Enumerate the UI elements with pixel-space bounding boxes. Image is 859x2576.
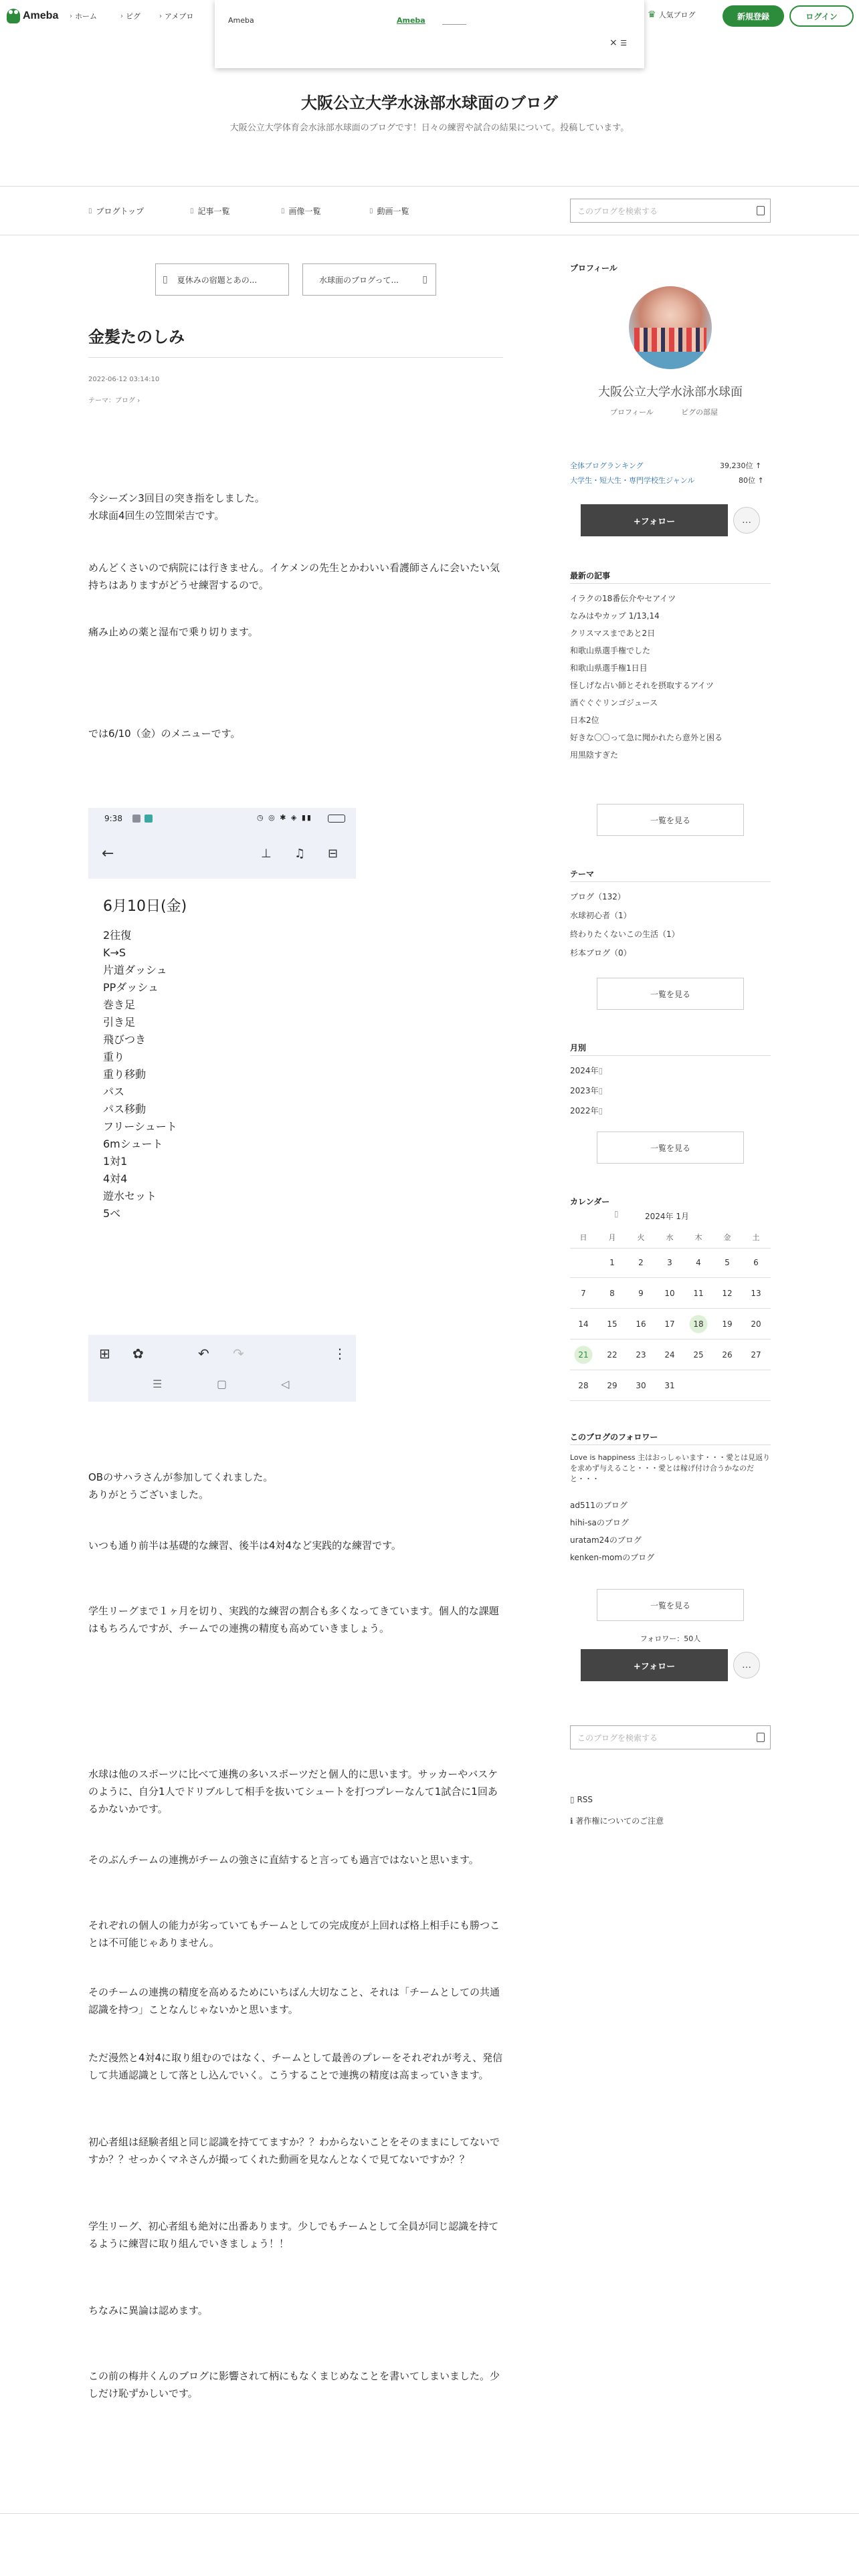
nav-pigg[interactable] [120, 11, 140, 21]
app-notification-icon [145, 815, 153, 823]
theme-see-all-button[interactable]: 一覧を見る [597, 978, 744, 1010]
calendar-row-divider [570, 1248, 771, 1249]
redo-icon: ↷ [233, 1346, 244, 1362]
chevron-right-icon: › [120, 12, 123, 20]
calendar-day[interactable]: 18 [685, 1312, 712, 1336]
nav-home-label: ホーム [75, 12, 97, 21]
calendar-day[interactable]: 24 [664, 1350, 675, 1360]
paragraph: ちなみに異論は認めます。 [88, 2304, 208, 2317]
nav-ameblo-label: アメブロ [165, 12, 194, 21]
recent-article-link[interactable]: 怪しげな占い師とそれを摂取するアイツ [570, 681, 714, 690]
pigg-room-link[interactable]: ピグの部屋 [681, 408, 718, 417]
phone-date-heading: 6月10日(金) [103, 898, 187, 915]
calendar-empty-cell [570, 1251, 597, 1275]
menu-item: 5ベ [103, 1207, 121, 1220]
month-link[interactable] [570, 1105, 603, 1116]
paragraph: 水球は他のスポーツに比べて連携の多いスポーツだと個人的に思います。サッカーやバスケのように、自分1人でドリブルして相手を抜いてシュートを打つプレーなんて1試合に1回あるかないかです。 [88, 1768, 498, 1815]
calendar-day[interactable]: 27 [751, 1350, 761, 1360]
menu-item: フリーシュート [103, 1120, 177, 1133]
battery-icon [328, 815, 345, 823]
menu-screenshot-image[interactable] [88, 808, 356, 1402]
nav-image-list[interactable] [281, 205, 321, 217]
month-link[interactable] [570, 1065, 603, 1076]
recent-article-link[interactable]: 和歌山県選手権でした [570, 646, 651, 655]
search-placeholder: このブログを検索する [577, 206, 658, 216]
expand-icon: ▯ [598, 1106, 603, 1115]
month-divider [570, 1055, 771, 1056]
ad-close-button[interactable] [609, 37, 627, 48]
phone-time: 9:38 [104, 814, 122, 823]
article-theme-label: テーマ：ブログ [88, 397, 135, 405]
calendar-empty-cell [743, 1374, 769, 1398]
chevron-right-icon: › [159, 12, 162, 20]
copyright-notice-link[interactable] [570, 1815, 664, 1826]
profile-name[interactable]: 大阪公立大学水泳部水球面 [598, 385, 743, 399]
follower-link[interactable]: uratam24のブログ [570, 1535, 642, 1545]
recent-article-link[interactable]: クリスマスまであと2日 [570, 629, 656, 638]
menu-item: 1対1 [103, 1155, 128, 1168]
calendar-day[interactable]: 22 [607, 1350, 617, 1360]
profile-link[interactable]: プロフィール [610, 408, 654, 417]
calendar-day[interactable]: 13 [751, 1289, 761, 1298]
menu-item: PPダッシュ [103, 981, 159, 994]
calendar-day[interactable]: 14 [578, 1319, 589, 1329]
rss-label: RSS [577, 1795, 593, 1804]
paragraph: そのチームの連携の精度を高めるためにいちばん大切なこと、それは「チームとしての共通認識を持つ」ことなんじゃないかと思います。 [88, 1986, 500, 2016]
popular-blog-label: 人気ブログ [658, 11, 696, 19]
weekday-label: 土 [752, 1233, 760, 1242]
calendar-day[interactable]: 7 [581, 1289, 586, 1298]
calendar-day[interactable]: 10 [664, 1289, 675, 1298]
calendar-day[interactable]: 17 [664, 1319, 675, 1329]
search-icon[interactable] [757, 206, 765, 215]
up-arrow-icon: ↑ [755, 461, 762, 470]
follower-link[interactable]: Love is happiness 主はおっしゃいます・・・愛とは見返りを求めず与えること・・・愛とは稼げ付け合うかなのだと・・・ [570, 1453, 771, 1483]
menu-item: 6mシュート [103, 1138, 163, 1150]
blog-search-input[interactable] [570, 199, 771, 223]
crown-icon: ♛ [648, 9, 656, 20]
recent-article-link[interactable]: 和歌山県選手権1日目 [570, 663, 648, 673]
more-options-button-bottom[interactable] [733, 1652, 760, 1679]
bell-icon: ♫ [294, 847, 306, 861]
month-label: 2023年 [570, 1086, 599, 1095]
calendar-day[interactable]: 11 [693, 1289, 704, 1298]
nav-pigg-label: ピグ [126, 12, 140, 21]
search-placeholder: このブログを検索する [577, 1733, 658, 1743]
expand-icon: ▯ [598, 1066, 603, 1075]
article-date: 2022-06-12 03:14:10 [88, 376, 160, 383]
nav-ameblo[interactable] [159, 11, 193, 21]
phone-status-bar [88, 808, 356, 831]
recent-article-link[interactable]: 用黒陰すぎた [570, 750, 619, 760]
followers-heading: このブログのフォロワー [570, 1432, 658, 1442]
calendar-empty-cell [685, 1374, 712, 1398]
blog-title[interactable]: 大阪公立大学水泳部水球面のブログ [301, 94, 558, 112]
menu-item: パス移動 [103, 1103, 147, 1115]
calendar-day[interactable]: 23 [636, 1350, 646, 1360]
rank-all-value [720, 460, 761, 471]
phone-toolbar [88, 831, 356, 879]
month-link[interactable] [570, 1085, 603, 1096]
month-label: 2022年 [570, 1106, 599, 1115]
calendar-day[interactable]: 29 [607, 1381, 617, 1390]
add-box-icon: ⊞ [99, 1346, 110, 1362]
phone-menu-list [103, 927, 177, 1222]
menu-item: 片道ダッシュ [103, 964, 167, 976]
palette-icon: ✿ [132, 1346, 144, 1362]
menu-item: パス [103, 1085, 125, 1098]
weekday-label: 火 [637, 1233, 645, 1242]
blog-description: 大阪公立大学体育会水泳部水球面のブログです！日々の練習や試合の結果について。投稿しています。 [229, 123, 630, 133]
ad-underline [442, 24, 466, 25]
paragraph: OBのサハラさんが参加してくれました。 ありがとうございました。 [88, 1471, 274, 1501]
follow-button-bottom[interactable]: +フォロー [581, 1649, 728, 1681]
nav-article-list-label: 記事一覧 [197, 207, 230, 216]
calendar-row-divider [570, 1400, 771, 1401]
up-arrow-icon: ↑ [757, 476, 764, 485]
recent-article-link[interactable]: イラクの18番伝介やセアイツ [570, 594, 676, 603]
status-icons: ◷ ◎ ✱ ◈ ▮▮ [257, 813, 312, 822]
menu-item: 2往復 [103, 929, 132, 942]
article-theme[interactable] [88, 395, 140, 405]
weekday-label: 水 [666, 1233, 674, 1242]
calendar-row-divider [570, 1308, 771, 1309]
theme-link[interactable]: 杉本ブログ（0） [570, 948, 632, 958]
ameba-logo[interactable] [7, 7, 60, 25]
ad-popup [215, 0, 644, 68]
calendar-day[interactable]: 4 [696, 1258, 701, 1267]
chevron-right-icon: ▯ [422, 274, 427, 285]
paragraph: それぞれの個人の能力が劣っていてもチームとしての完成度が上回れば格上相手にも勝つことは不可能じゃありません。 [88, 1919, 500, 1949]
more-dots-icon: … [742, 1660, 751, 1671]
search-icon[interactable] [757, 1733, 765, 1742]
paragraph: 痛み止めの薬と湿布で乗り切ります。 [88, 626, 258, 638]
theme-divider [570, 881, 771, 882]
pin-icon: ⊥ [261, 847, 272, 861]
close-icon: × [609, 37, 617, 48]
chevron-right-icon: › [137, 397, 140, 405]
weekday-label: 月 [608, 1233, 616, 1242]
recent-heading: 最新の記事 [570, 571, 611, 580]
recent-see-all-button[interactable]: 一覧を見る [597, 804, 744, 836]
menu-icon: ☰ [620, 39, 628, 47]
menu-item: 重り [103, 1051, 125, 1063]
paragraph: 学生リーグ、初心者組も絶対に出番あります。少しでもチームとして全員が同じ認識を持てるように練習に取り組んでいきましょう！！ [88, 2220, 499, 2250]
article-title[interactable]: 金髪たのしみ [88, 328, 185, 346]
back-arrow-icon: ← [102, 845, 114, 862]
rss-icon: ▯ [570, 1795, 575, 1804]
nav-blog-top[interactable] [88, 205, 144, 217]
calendar-title: 2024年 1月 [645, 1212, 689, 1221]
follower-link[interactable]: kenken-momのブログ [570, 1553, 655, 1562]
rss-link[interactable] [570, 1795, 593, 1804]
recent-article-link[interactable]: 好きな〇〇って急に聞かれたら意外と困る [570, 733, 723, 742]
theme-heading: テーマ [570, 869, 595, 879]
nav-video-list-label: 動画一覧 [377, 207, 409, 216]
menu-item: 重り移動 [103, 1068, 147, 1081]
recent-article-link[interactable]: 酒ぐぐぐリンゴジュース [570, 698, 658, 708]
document-icon: ℹ [570, 1816, 573, 1826]
paragraph: ただ漫然と4対4に取り組むのではなく、チームとして最善のプレーをそれぞれが考え、発信して共通認識として落とし込んでいく。こうすることで連携の精度は高まっていきます。 [88, 2052, 503, 2081]
paragraph: いつも通り前半は基礎的な練習、後半は4対4など実践的な練習です。 [88, 1539, 401, 1551]
more-vert-icon: ⋮ [333, 1346, 347, 1362]
popular-blog-link[interactable] [648, 9, 696, 20]
login-button[interactable]: ログイン [789, 5, 854, 27]
prev-article-button[interactable] [155, 263, 289, 296]
menu-item: K→S [103, 946, 126, 959]
paragraph: 学生リーグまで１ヶ月を切り、実践的な練習の割合も多くなってきています。個人的な課題はもちろんですが、チームでの連携の精度も高めていきましょう。 [88, 1605, 499, 1634]
app-notification-icon [132, 815, 140, 823]
rank-genre-number: 80位 [739, 476, 755, 485]
calendar-day[interactable]: 30 [636, 1381, 646, 1390]
calendar-row-divider [570, 1277, 771, 1278]
paragraph: そのぶんチームの連携がチームの強さに直結すると言っても過言ではないと思います。 [88, 1854, 479, 1866]
ad-link[interactable]: Ameba [397, 16, 425, 25]
menu-item: 遊水セット [103, 1190, 157, 1202]
calendar-day[interactable]: 31 [664, 1381, 675, 1390]
calendar-day[interactable]: 26 [722, 1350, 733, 1360]
logo-text: Ameba [23, 10, 59, 21]
profile-heading: プロフィール [570, 263, 617, 273]
calendar-day[interactable]: 5 [725, 1258, 730, 1267]
paragraph: めんどくさいので病院には行きません。イケメンの先生とかわいい看護師さんに会いたい気持ちはありますがどうせ練習するので。 [88, 562, 500, 591]
calendar-day[interactable]: 19 [722, 1319, 733, 1329]
theme-link[interactable]: 終わりたくないこの生活（1） [570, 930, 680, 939]
rank-all-link[interactable]: 全体ブログランキング [570, 461, 644, 470]
more-dots-icon: … [742, 515, 751, 526]
paragraph: 初心者組は経験者組と同じ認識を持ててますか？？わからないことをそのままにしてないですか？？せっかくマネさんが撮ってくれた動画を見なんとなくで見てないですか？？ [88, 2136, 500, 2165]
recents-icon: ☰ [153, 1378, 163, 1390]
recent-article-link[interactable]: なみはやカップ 1/13,14 [570, 611, 660, 621]
more-options-button[interactable] [733, 507, 760, 534]
menu-item: 4対4 [103, 1172, 128, 1185]
copyright-label: 著作権についてのご注意 [575, 1816, 664, 1826]
calendar-day[interactable]: 1 [609, 1258, 615, 1267]
blog-header [0, 68, 859, 186]
calendar-day[interactable]: 25 [693, 1350, 704, 1360]
calendar-day[interactable]: 20 [751, 1319, 761, 1329]
ad-label: Ameba [228, 16, 254, 25]
sidebar-search-input[interactable] [570, 1725, 771, 1749]
calendar-day[interactable]: 12 [722, 1289, 733, 1298]
title-divider [88, 357, 503, 358]
rank-genre-link[interactable]: 大学生・短大生・専門学校生ジャンル [570, 476, 695, 485]
followers-divider [570, 1444, 771, 1445]
ameba-frog-icon [7, 9, 20, 23]
undo-icon: ↶ [198, 1346, 209, 1362]
month-heading: 月別 [570, 1043, 587, 1053]
calendar-day[interactable]: 21 [570, 1343, 597, 1367]
list-icon: ▯ [190, 207, 194, 215]
followers-see-all-button[interactable]: 一覧を見る [597, 1589, 744, 1621]
footer-divider [0, 2513, 859, 2514]
chevron-right-icon: › [70, 12, 72, 20]
follow-button[interactable]: +フォロー [581, 504, 728, 536]
chevron-left-icon: ▯ [163, 274, 168, 285]
phone-bottom-bar [88, 1335, 356, 1402]
weekday-label: 金 [723, 1233, 731, 1242]
month-see-all-button[interactable]: 一覧を見る [597, 1132, 744, 1164]
prev-article-label: 夏休みの宿題とあの... [177, 275, 258, 285]
nav-article-list[interactable] [190, 205, 230, 217]
calendar-day[interactable]: 16 [636, 1319, 646, 1329]
menu-item: 巻き足 [103, 998, 136, 1011]
calendar-day[interactable]: 8 [609, 1289, 615, 1298]
rank-genre-value [739, 475, 764, 486]
rank-all-number: 39,230位 [720, 461, 753, 470]
followers-count: フォロワー：50人 [640, 1634, 701, 1643]
nav-image-list-label: 画像一覧 [288, 207, 321, 216]
calendar-day[interactable]: 9 [638, 1289, 644, 1298]
calendar-day[interactable]: 3 [667, 1258, 672, 1267]
recent-article-link[interactable]: 日本2位 [570, 716, 599, 725]
signup-button[interactable]: 新規登録 [723, 5, 784, 27]
paragraph: では6/10（金）のメニューです。 [88, 728, 241, 740]
calendar-prev-button[interactable]: ▯ [614, 1209, 619, 1218]
nav-video-list[interactable] [369, 205, 409, 217]
team-photo-people [634, 328, 706, 352]
profile-avatar[interactable] [629, 286, 712, 369]
next-article-label: 水球面のブログって... [319, 275, 399, 285]
calendar-heading: カレンダー [570, 1197, 610, 1206]
theme-link[interactable]: ブログ（132） [570, 892, 626, 901]
back-triangle-icon: ◁ [281, 1378, 290, 1390]
menu-item: 飛びつき [103, 1033, 147, 1046]
home-circle-icon: ▢ [217, 1378, 227, 1390]
home-icon: ▯ [88, 207, 92, 215]
blog-nav [0, 186, 859, 235]
recent-divider [570, 583, 771, 584]
paragraph: 今シーズン3回目の突き指をしました。 水球面4回生の笠間栄吉です。 [88, 492, 265, 522]
follower-link[interactable]: ad511のブログ [570, 1501, 628, 1510]
nav-home[interactable] [70, 11, 97, 21]
calendar-day[interactable]: 2 [638, 1258, 644, 1267]
team-photo-pool [629, 352, 712, 369]
archive-icon: ⊟ [328, 847, 339, 861]
follower-link[interactable]: hihi-saのブログ [570, 1518, 629, 1527]
nav-blog-top-label: ブログトップ [96, 207, 145, 216]
menu-item: 引き足 [103, 1016, 136, 1029]
calendar-empty-cell [714, 1374, 741, 1398]
month-label: 2024年 [570, 1066, 599, 1075]
expand-icon: ▯ [598, 1086, 603, 1095]
calendar-day[interactable]: 15 [607, 1319, 617, 1329]
image-icon: ▯ [281, 207, 285, 215]
paragraph: この前の梅井くんのブログに影響されて柄にもなくまじめなことを書いてしまいました。少しだけ恥ずかしいです。 [88, 2370, 500, 2399]
next-article-button[interactable] [302, 263, 436, 296]
theme-link[interactable]: 水球初心者（1） [570, 911, 632, 920]
calendar-day[interactable]: 6 [753, 1258, 759, 1267]
video-icon: ▯ [369, 207, 373, 215]
calendar-day[interactable]: 28 [578, 1381, 589, 1390]
weekday-label: 木 [694, 1233, 702, 1242]
weekday-label: 日 [579, 1233, 587, 1242]
